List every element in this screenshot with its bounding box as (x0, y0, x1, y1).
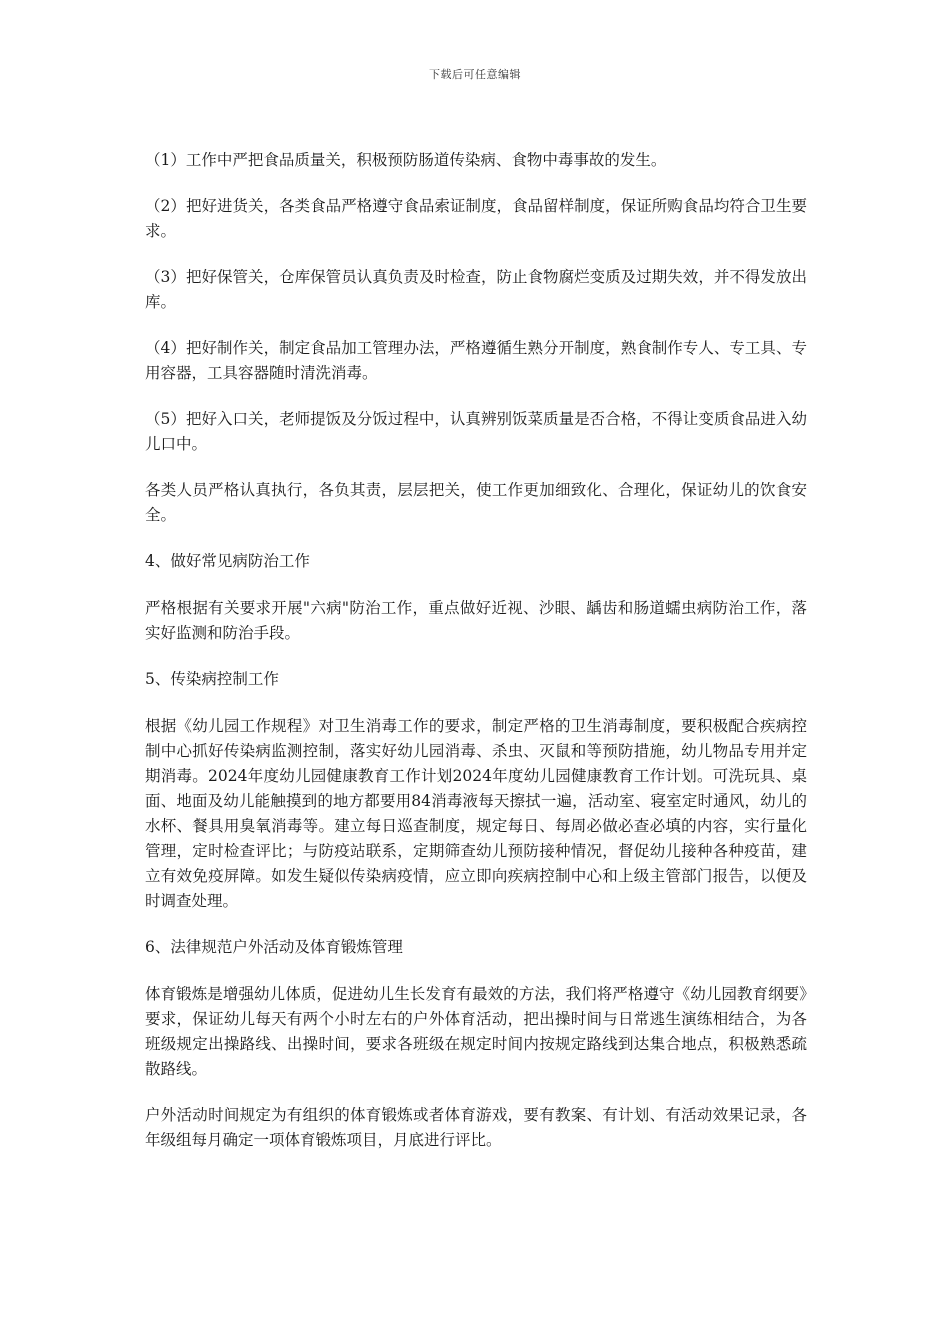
section-heading-infection-control: 5、传染病控制工作 (145, 670, 279, 688)
paragraph-purchase-control: （2）把好进货关，各类食品严格遵守食品索证制度，食品留样制度，保证所购食品均符合卫生要求。 (145, 197, 807, 240)
paragraph-preparation-control: （4）把好制作关，制定食品加工管理办法，严格遵循生熟分开制度，熟食制作专人、专工具、专用容器，工具容器随时清洗消毒。 (145, 339, 807, 382)
paragraph-disinfection: 根据《幼儿园工作规程》对卫生消毒工作的要求，制定严格的卫生消毒制度，要积极配合疾病控制中心抓好传染病监测控制，落实好幼儿园消毒、杀虫、灭鼠和等预防措施，幼儿物品专用并定期消毒。2024年度幼儿园健康教育工作计划2024年度幼儿园健康教育工作计划。可洗玩具、桌面、地面及幼儿能触摸到的地方都要用84消毒液每天擦拭一遍，活动室、寝室定时通风，幼儿的水杯、餐具用臭氧消毒等。建立每日巡查制度，规定每日、每周必做必查必填的内容，实行量化管理，定时检查评比；与防疫站联系，定期筛查幼儿预防接种情况，督促幼儿接种各种疫苗，建立有效免疫屏障。如发生疑似传染病疫情，应立即向疾病控制中心和上级主管部门报告，以便及时调查处理。 (145, 717, 807, 910)
paragraph-outdoor-schedule: 户外活动时间规定为有组织的体育锻炼或者体育游戏，要有教案、有计划、有活动效果记录，各年级组每月确定一项体育锻炼项目，月底进行评比。 (145, 1106, 807, 1149)
paragraph-staff-responsibility: 各类人员严格认真执行，各负其责，层层把关，使工作更加细致化、合理化，保证幼儿的饮食安全。 (145, 481, 807, 524)
section-heading-outdoor-activity: 6、法律规范户外活动及体育锻炼管理 (145, 938, 403, 956)
page-header: 下载后可任意编辑 (429, 68, 521, 81)
paragraph-serving-control: （5）把好入口关，老师提饭及分饭过程中，认真辨别饭菜质量是否合格，不得让变质食品进入幼儿口中。 (145, 410, 807, 453)
document-body (145, 148, 807, 1174)
paragraph-storage-control: （3）把好保管关，仓库保管员认真负责及时检查，防止食物腐烂变质及过期失效，并不得发放出库。 (145, 268, 807, 311)
paragraph-food-quality: （1）工作中严把食品质量关，积极预防肠道传染病、食物中毒事故的发生。 (145, 151, 667, 169)
paragraph-physical-exercise: 体育锻炼是增强幼儿体质，促进幼儿生长发育有最效的方法，我们将严格遵守《幼儿园教育纲要》要求，保证幼儿每天有两个小时左右的户外体育活动，把出操时间与日常逃生演练相结合，为各班级规定出操路线、出操时间，要求各班级在规定时间内按规定路线到达集合地点，积极熟悉疏散路线。 (145, 985, 807, 1078)
paragraph-six-diseases: 严格根据有关要求开展"六病"防治工作，重点做好近视、沙眼、龋齿和肠道蠕虫病防治工作，落实好监测和防治手段。 (145, 599, 807, 642)
section-heading-disease-prevention: 4、做好常见病防治工作 (145, 552, 310, 570)
